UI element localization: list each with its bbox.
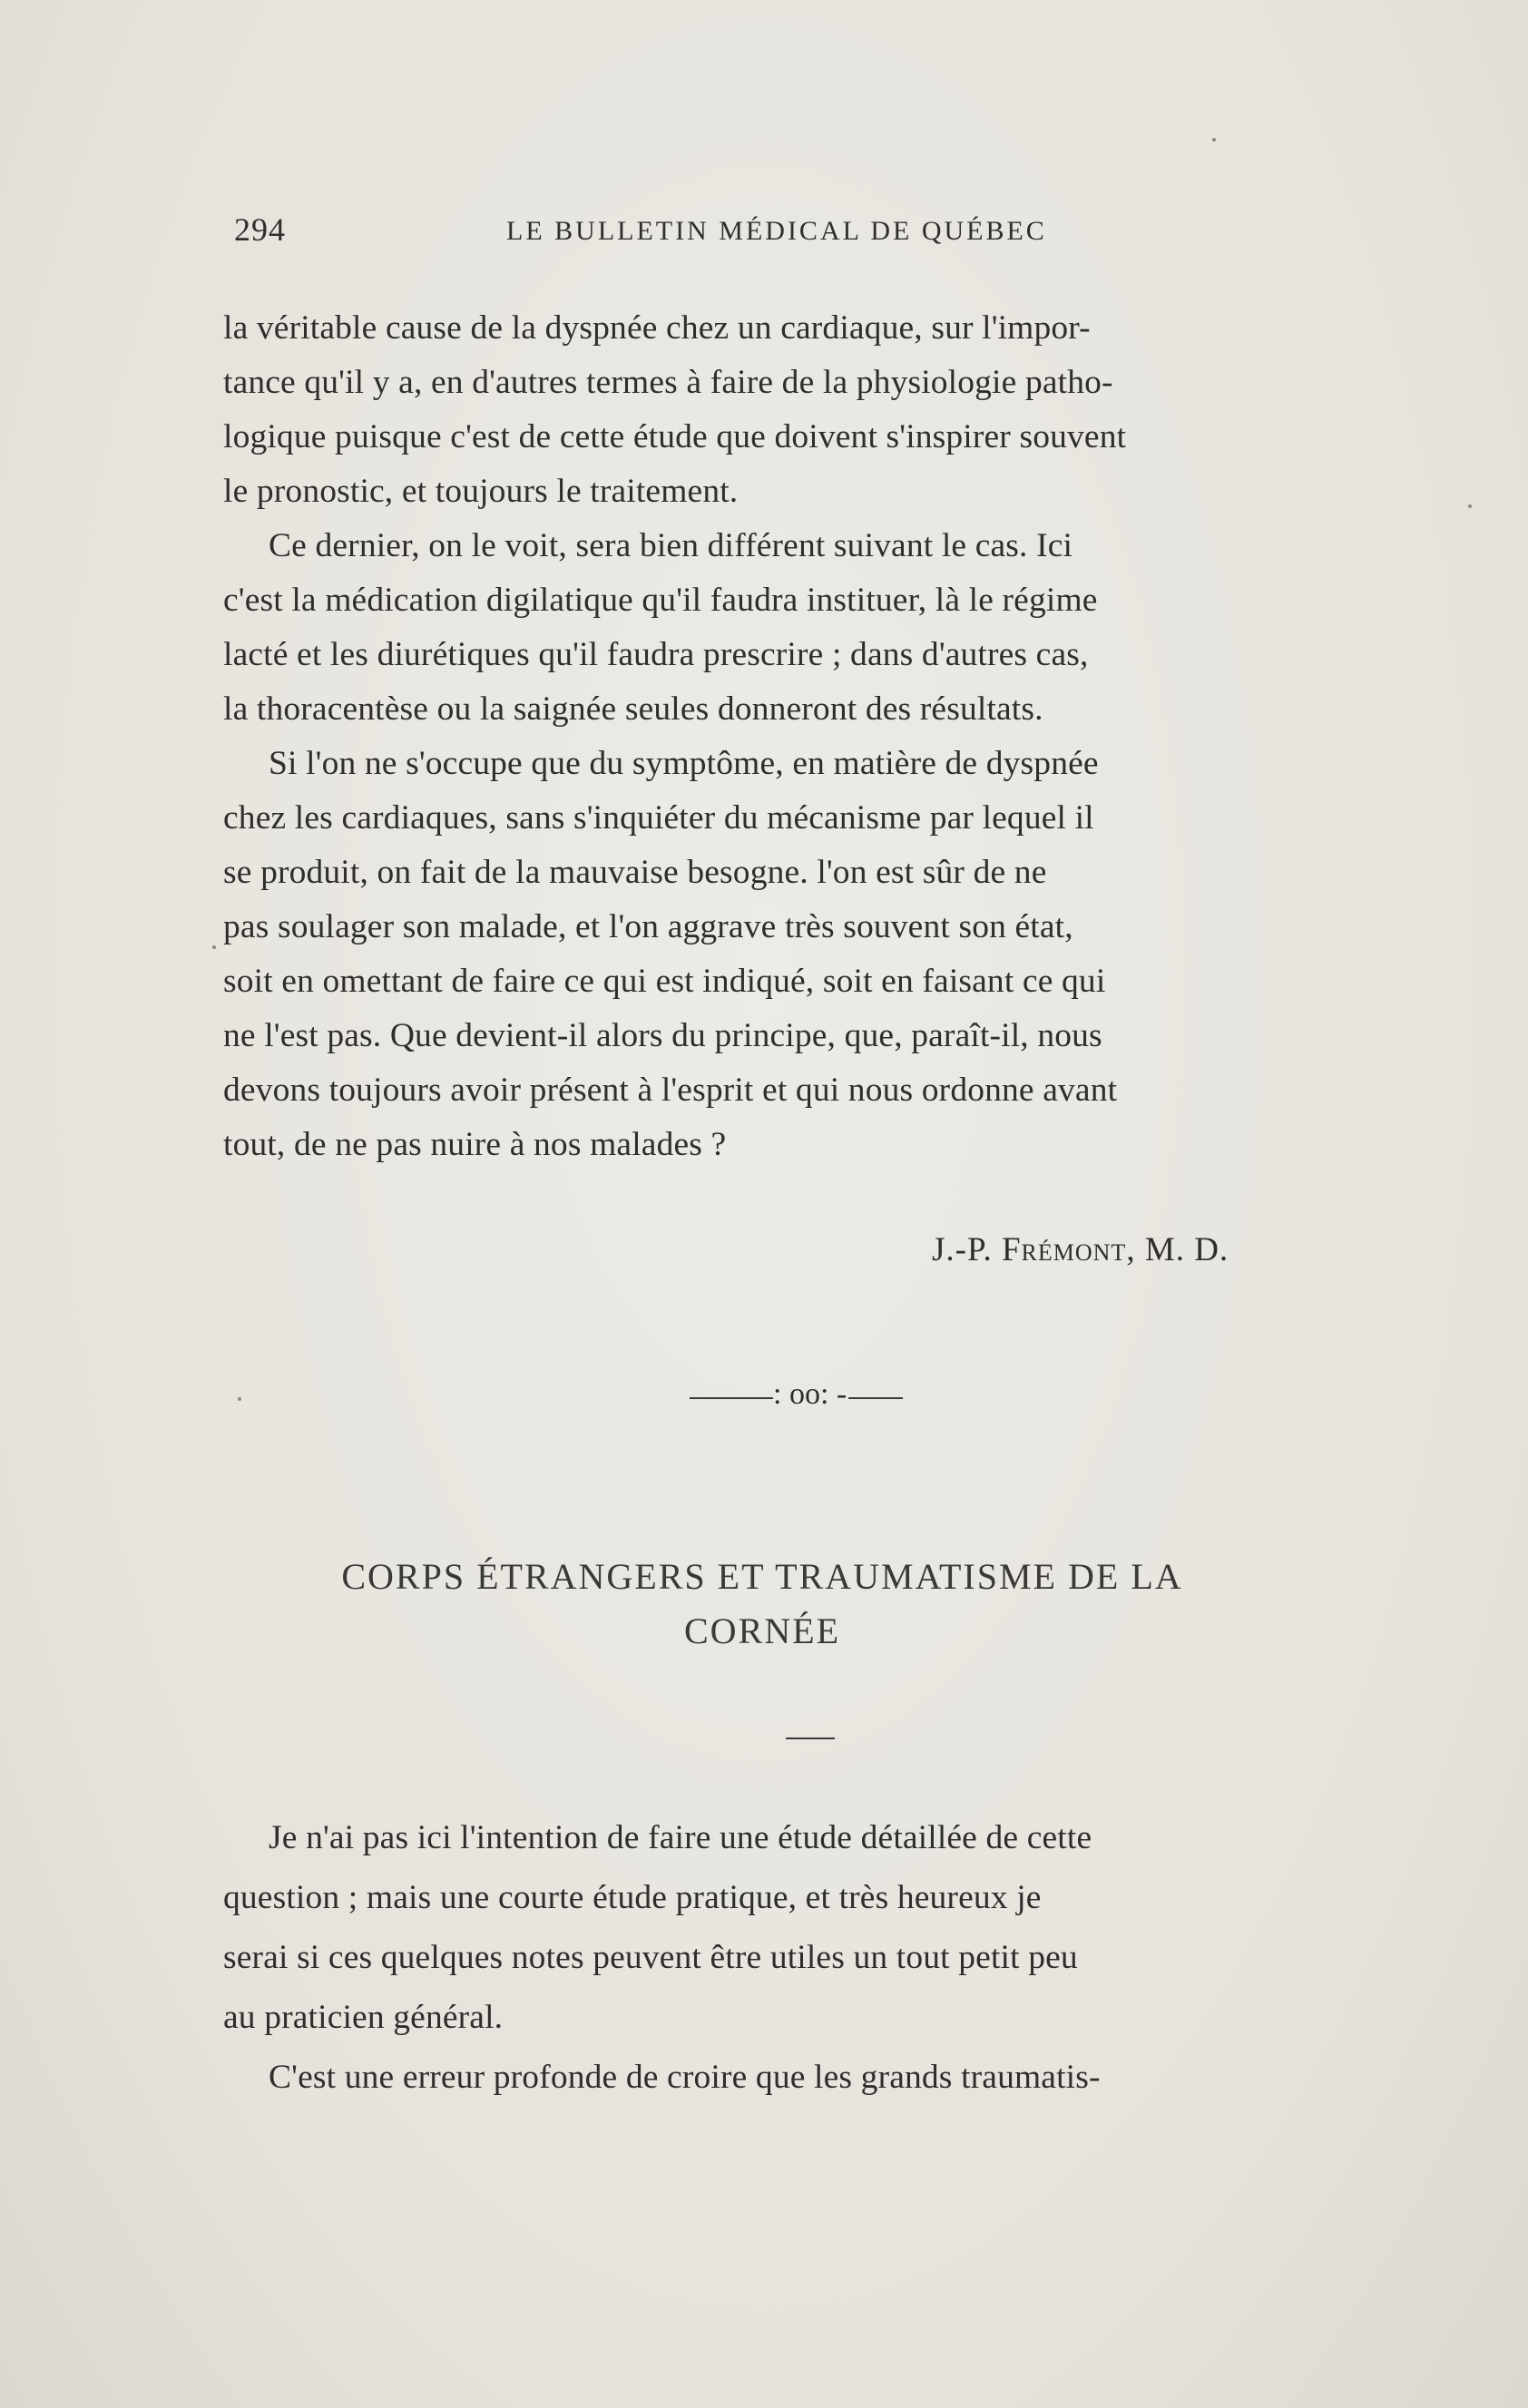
separator-rule-left — [690, 1397, 773, 1399]
text-line: la thoracentèse ou la saignée seules donneront des résultats. — [223, 690, 1043, 728]
text-line: lacté et les diurétiques qu'il faudra prescrire ; dans d'autres cas, — [223, 636, 1089, 673]
signature-initials: J.-P. — [932, 1231, 993, 1268]
text-line: se produit, on fait de la mauvaise besogne. l'on est sûr de ne — [223, 854, 1047, 891]
paper-speck — [1212, 138, 1216, 142]
text-line: la véritable cause de la dyspnée chez un cardiaque, sur l'impor- — [223, 309, 1091, 347]
author-signature — [932, 1230, 1229, 1269]
title-rule — [786, 1737, 835, 1739]
text-line: logique puisque c'est de cette étude que doivent s'inspirer souvent — [223, 418, 1127, 455]
signature-name: Frémont — [1001, 1231, 1127, 1268]
paper-speck — [238, 1397, 241, 1401]
text-line: au praticien général. — [223, 1999, 504, 2036]
text-line: question ; mais une courte étude pratique, et très heureux je — [223, 1879, 1042, 1916]
text-line: pas soulager son malade, et l'on aggrave très souvent son état, — [223, 908, 1073, 945]
article-title-line-2: CORNÉE — [684, 1610, 840, 1651]
running-title: LE BULLETIN MÉDICAL DE QUÉBEC — [506, 216, 1047, 246]
text-line: tance qu'il y a, en d'autres termes à faire de la physiologie patho- — [223, 364, 1113, 401]
running-header — [234, 210, 1128, 256]
text-line: ne l'est pas. Que devient-il alors du principe, que, paraît-il, nous — [223, 1017, 1102, 1054]
text-line: le pronostic, et toujours le traitement. — [223, 473, 739, 510]
signature-suffix: , M. D. — [1126, 1231, 1229, 1268]
paper-speck — [1468, 504, 1472, 508]
section-separator — [690, 1377, 926, 1417]
text-line: C'est une erreur profonde de croire que les grands traumatis- — [269, 2059, 1101, 2096]
separator-rule-right — [848, 1397, 903, 1399]
text-line: Ce dernier, on le voit, sera bien différent suivant le cas. Ici — [269, 527, 1073, 564]
text-line: c'est la médication digilatique qu'il faudra instituer, là le régime — [223, 582, 1098, 619]
text-line: tout, de ne pas nuire à nos malades ? — [223, 1126, 727, 1163]
text-line: serai si ces quelques notes peuvent être utiles un tout petit peu — [223, 1939, 1078, 1976]
text-line: Si l'on ne s'occupe que du symptôme, en matière de dyspnée — [269, 745, 1099, 782]
text-line: devons toujours avoir présent à l'esprit et qui nous ordonne avant — [223, 1072, 1118, 1109]
separator-ornament: : oo: - — [773, 1377, 847, 1411]
paper-speck — [212, 945, 216, 949]
page-number: 294 — [234, 211, 286, 248]
text-line: Je n'ai pas ici l'intention de faire une étude détaillée de cette — [269, 1819, 1092, 1856]
text-line: soit en omettant de faire ce qui est indiqué, soit en faisant ce qui — [223, 963, 1106, 1000]
article-title-line-1: CORPS ÉTRANGERS ET TRAUMATISME DE LA — [341, 1556, 1183, 1597]
text-line: chez les cardiaques, sans s'inquiéter du mécanisme par lequel il — [223, 799, 1094, 837]
